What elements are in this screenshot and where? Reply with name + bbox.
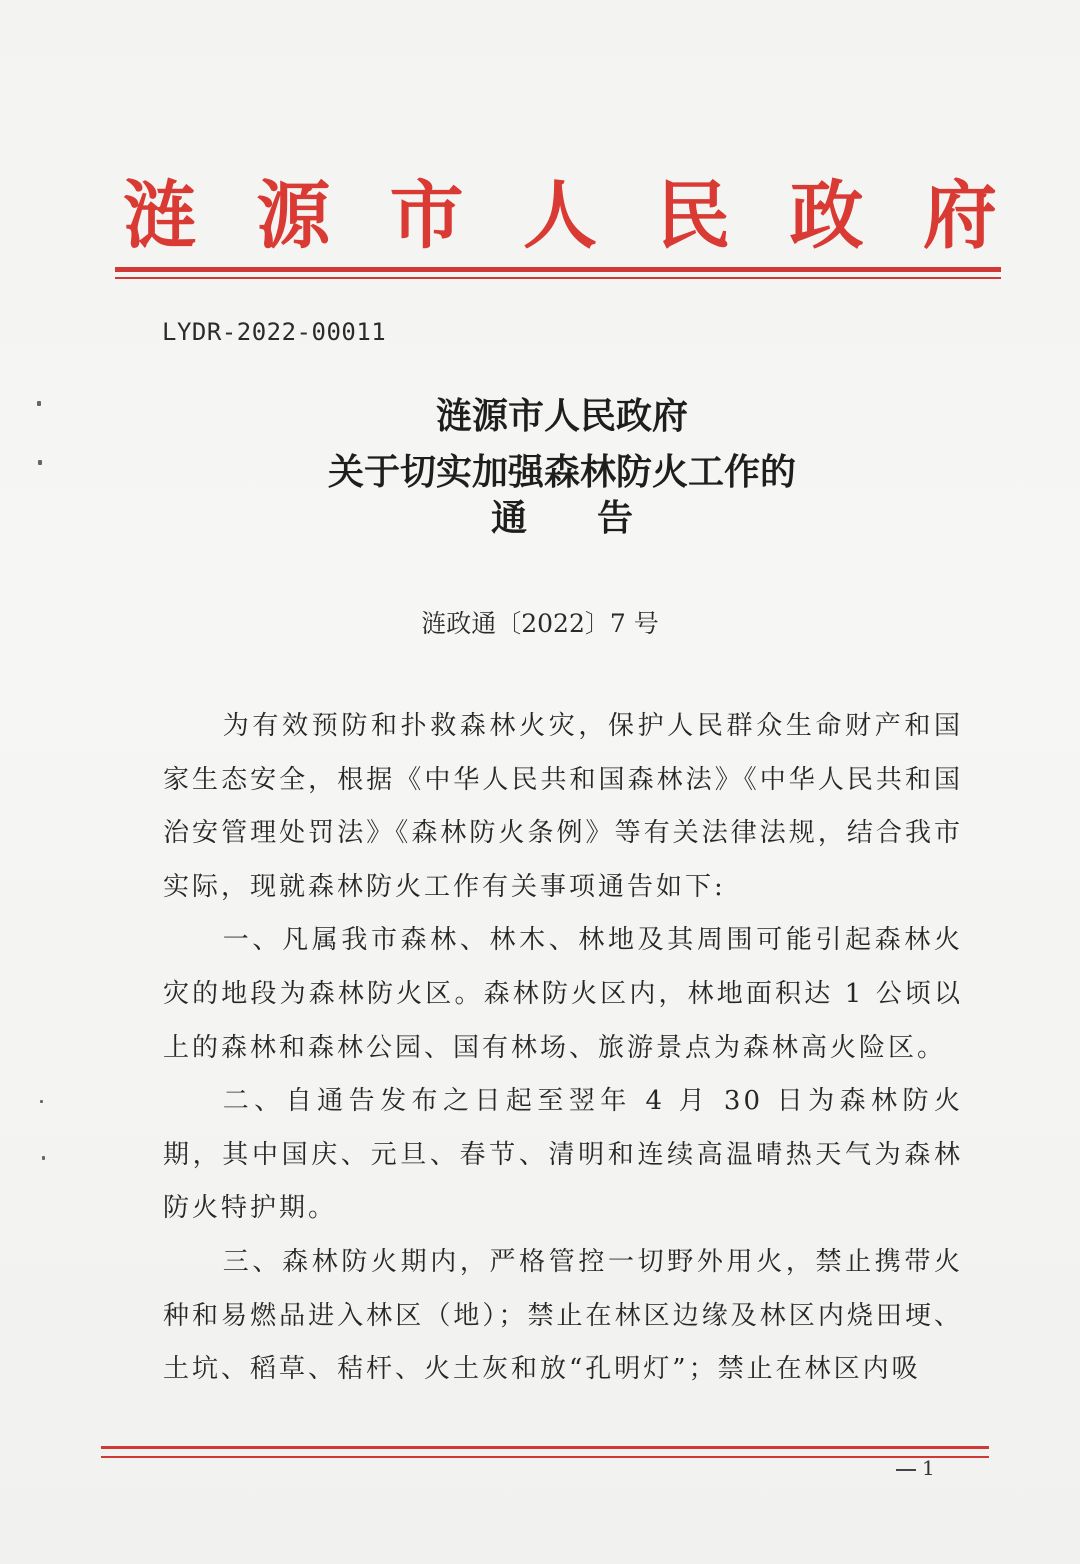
masthead-char: 民	[656, 173, 731, 259]
notice-title-line1: 涟源市人民政府	[435, 395, 688, 437]
footer-divider-thick	[101, 1446, 989, 1449]
binding-hole-mark	[38, 460, 42, 465]
masthead-char: 政	[789, 173, 864, 259]
masthead-char: 市	[389, 173, 464, 259]
masthead-char: 人	[522, 173, 597, 259]
masthead-char: 府	[922, 173, 997, 259]
paragraph-item-3: 三、森林防火期内，严格管控一切野外用火，禁止携带火种和易燃品进入林区（地）；禁止在林区边缘及林区内烧田埂、土坑、稻草、秸杆、火土灰和放“孔明灯”；禁止在林区内吸	[163, 1246, 963, 1385]
masthead	[110, 170, 1010, 262]
notice-title-char: 通	[490, 497, 527, 539]
masthead-divider-thin	[115, 277, 1001, 279]
binding-hole-mark	[40, 1100, 43, 1103]
page-number: 1	[922, 1456, 935, 1480]
paragraph-item-2: 二、自通告发布之日起至翌年 4 月 30 日为森林防火期，其中国庆、元旦、春节、清明和连续高温晴热天气为森林防火特护期。	[163, 1086, 963, 1224]
issue-number: 涟政通〔2022〕7 号	[421, 609, 659, 638]
notice-title-line2: 关于切实加强森林防火工作的	[327, 451, 796, 493]
document-code: LYDR-2022-00011	[162, 318, 387, 346]
binding-hole-mark	[42, 1156, 45, 1160]
masthead-char: 涟	[123, 173, 197, 259]
paragraph-preamble: 为有效预防和扑救森林火灾，保护人民群众生命财产和国家生态安全，根据《中华人民共和国森林法》《中华人民共和国治安管理处罚法》《森林防火条例》等有关法律法规，结合我市实际，现就森林防火工作有关事项通告如下:	[163, 711, 963, 902]
footer-divider-thin	[101, 1456, 989, 1458]
binding-hole-mark	[37, 401, 41, 406]
masthead-divider-thick	[115, 267, 1001, 272]
masthead-char: 源	[256, 173, 331, 259]
notice-title-line3	[22, 496, 1080, 540]
paragraph-item-1: 一、凡属我市森林、林木、林地及其周围可能引起森林火灾的地段为森林防火区。森林防火区内，林地面积达 1 公顷以上的森林和森林公园、国有林场、旅游景点为森林高火险区。	[163, 925, 963, 1063]
notice-body	[163, 700, 963, 1397]
notice-title-char: 告	[597, 497, 634, 539]
